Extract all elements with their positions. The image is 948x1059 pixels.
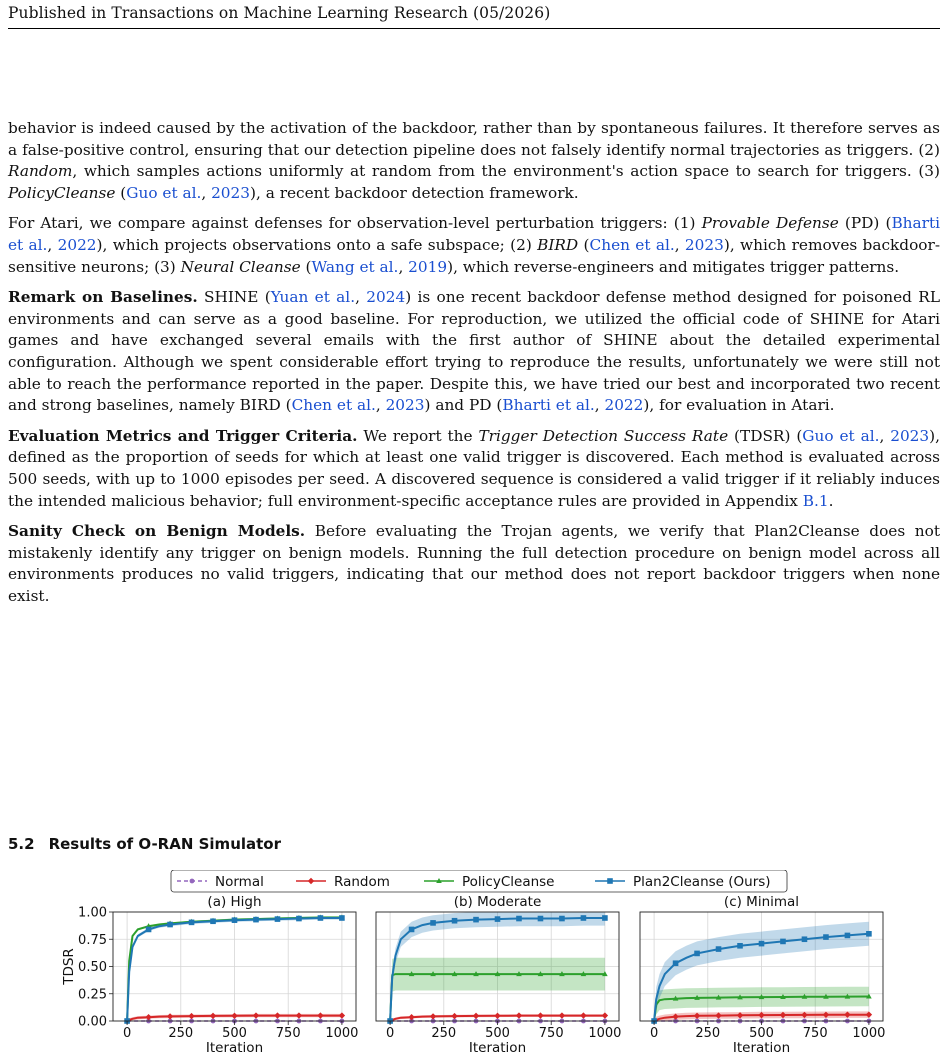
data-point [559, 916, 565, 922]
x-tick-label: 750 [275, 1026, 301, 1041]
paragraph-baselines-oran [8, 118, 940, 204]
data-point [167, 1013, 173, 1019]
data-point [339, 915, 345, 921]
legend-label: PolicyCleanse [462, 874, 555, 890]
section-heading [8, 835, 281, 853]
data-point [231, 1013, 237, 1019]
text-run: , [201, 183, 212, 202]
panel-title: (b) Moderate [453, 894, 542, 910]
data-point [602, 915, 608, 921]
paragraph-sanity-check [8, 521, 940, 607]
run-in-heading: Sanity Check on Benign Models. [8, 522, 306, 541]
text-run: , which samples actions uniformly at random from the environment's action space to search for triggers. (3) [72, 162, 940, 181]
data-point [274, 1012, 280, 1018]
data-point [845, 933, 851, 939]
text-run: We report the [357, 426, 479, 445]
data-point [673, 960, 679, 966]
data-point [780, 939, 786, 945]
y-axis-label: TDSR [61, 948, 77, 985]
text-run: , [355, 288, 367, 307]
data-point [339, 1012, 345, 1018]
running-header: Published in Transactions on Machine Learning Research (05/2026) [8, 4, 940, 29]
data-point [189, 920, 195, 926]
emphasis-text: PolicyCleanse [8, 183, 116, 202]
data-point [759, 941, 765, 947]
text-run: ) and PD ( [424, 396, 503, 415]
y-tick-label: 0.75 [78, 932, 107, 948]
data-point [559, 1012, 565, 1018]
citation-link[interactable]: 2023 [211, 183, 251, 202]
text-run: ( [300, 257, 312, 276]
emphasis-text: Neural Cleanse [180, 257, 301, 276]
run-in-heading: Evaluation Metrics and Trigger Criteria. [8, 426, 358, 445]
text-run: , [594, 396, 605, 415]
citation-link[interactable]: 2023 [684, 235, 724, 254]
data-point [495, 916, 501, 922]
x-tick-label: 250 [168, 1026, 194, 1041]
paragraph-evaluation-metrics [8, 426, 940, 512]
text-run: . [828, 491, 834, 510]
data-point [253, 1012, 259, 1018]
legend-label: Normal [215, 874, 264, 890]
body-text [8, 118, 940, 616]
text-run: , [879, 426, 891, 445]
x-tick-label: 0 [122, 1026, 132, 1041]
paragraph-baselines-atari [8, 213, 940, 278]
data-point [538, 916, 544, 922]
citation-link[interactable]: Guo et al. [126, 183, 202, 202]
legend-label: Plan2Cleanse (Ours) [633, 874, 771, 890]
data-point [145, 1014, 151, 1020]
data-point [296, 1012, 302, 1018]
data-point [146, 927, 152, 933]
citation-link[interactable]: Bharti et al. [502, 396, 595, 415]
y-tick-label: 0.25 [78, 987, 107, 1003]
text-run: (PD) ( [838, 214, 892, 233]
data-point [253, 917, 259, 923]
x-tick-label: 500 [485, 1026, 510, 1041]
citation-link[interactable]: Chen et al. [589, 235, 675, 254]
x-tick-label: 1000 [852, 1026, 886, 1041]
panel-1 [61, 894, 358, 1056]
citation-link[interactable]: 2023 [385, 396, 425, 415]
text-run: behavior is indeed caused by the activation of the backdoor, rather than by spontaneous failures. It therefore serves as a false-positive control, ensuring that our detection pipeline does not falsely identify normal trajectories as triggers. (2) [8, 119, 940, 159]
citation-link[interactable]: 2024 [366, 288, 406, 307]
data-point [537, 1012, 543, 1018]
data-point [167, 922, 173, 928]
data-point [451, 1013, 457, 1019]
data-point [296, 916, 302, 922]
data-point [823, 934, 829, 940]
data-point [210, 1013, 216, 1019]
x-tick-label: 250 [695, 1026, 721, 1041]
panel-title: (a) High [207, 894, 262, 910]
data-point [408, 1014, 414, 1020]
text-run: , [375, 396, 386, 415]
text-run: ( [115, 183, 127, 202]
data-point [190, 879, 195, 884]
data-point [473, 917, 479, 923]
text-run: ) is one recent backdoor defense method designed for poisoned RL environments and can serve as a good baseline. For reproduction, we utilized the official code of SHINE for Atari games and have exchanged several emails with the first author of SHINE about the detailed experimental configuration. Although we spent considerable effort trying to reproduce the results, unfortunately we were still not able to reach the performance reported in the paper. Despite this, we have tried our best and incorporated two recent and strong baselines, namely BIRD ( [8, 288, 940, 415]
text-run: ), which projects observations onto a safe subspace; (2) [96, 235, 538, 254]
data-point [607, 878, 613, 884]
data-point [516, 916, 522, 922]
emphasis-text: Trigger Detection Success Rate [478, 426, 729, 445]
x-tick-label: 1000 [588, 1026, 622, 1041]
section-title: Results of O-RAN Simulator [48, 835, 282, 853]
emphasis-text: BIRD [537, 235, 579, 254]
panel-title: (c) Minimal [723, 894, 800, 910]
section-number: 5.2 [8, 835, 35, 853]
text-run: ), for evaluation in Atari. [643, 396, 835, 415]
text-run: SHINE ( [197, 288, 271, 307]
text-run: Before evaluating the Trojan agents, we verify that Plan2Cleanse does not mistakenly identify any trigger on benign models. Running the full detection procedure on benign model across all environments produces no valid triggers, indicating that our method does not report backdoor triggers when none exist. [8, 522, 941, 605]
data-point [581, 915, 587, 921]
text-run: For Atari, we compare against defenses for observation-level perturbation triggers: (1) [8, 214, 702, 233]
data-point [188, 1013, 194, 1019]
paragraph-remark-on-baselines [8, 287, 940, 417]
data-point [452, 918, 458, 924]
text-run: , [47, 235, 58, 254]
data-point [602, 1012, 608, 1018]
y-tick-label: 0.00 [78, 1014, 107, 1030]
data-point [210, 918, 216, 924]
data-point [694, 951, 700, 957]
data-point [473, 1013, 479, 1019]
data-point [494, 1013, 500, 1019]
tdsr-figure [0, 870, 948, 1059]
data-point [516, 1012, 522, 1018]
data-point [430, 1013, 436, 1019]
citation-link[interactable]: Yuan et al. [270, 288, 356, 307]
text-run: (TDSR) ( [728, 426, 803, 445]
emphasis-text: Provable Defense [701, 214, 839, 233]
text-run: , [398, 257, 409, 276]
text-run: ), a recent backdoor detection framework. [250, 183, 579, 202]
data-point [802, 936, 808, 942]
y-tick-label: 0.50 [78, 960, 107, 975]
data-point [232, 917, 238, 923]
data-point [318, 915, 324, 921]
text-run: , [674, 235, 685, 254]
citation-link[interactable]: 2023 [890, 426, 930, 445]
data-point [737, 943, 743, 949]
x-tick-label: 0 [385, 1026, 395, 1041]
x-axis-label: Iteration [732, 1040, 791, 1056]
data-point [275, 916, 281, 922]
run-in-heading: Remark on Baselines. [8, 288, 198, 307]
panel-3 [640, 894, 885, 1056]
citation-link[interactable]: Chen et al. [291, 396, 376, 415]
emphasis-text: Random [8, 162, 73, 181]
legend [171, 870, 787, 892]
text-run: ), defined as the proportion of seeds for which at least one valid trigger is discovered. Each method is evaluated across 500 seeds, with up to 1000 episodes per seed. A discovered sequence is considered a valid trigger if it reliably induces the intended malicious behavior; full environment-specific acceptance rules are provided in Appendix [8, 426, 940, 510]
data-point [430, 920, 436, 926]
panel-2 [376, 894, 621, 1056]
x-tick-label: 500 [749, 1026, 774, 1041]
x-axis-label: Iteration [205, 1040, 264, 1056]
legend-label: Random [334, 874, 390, 890]
citation-link[interactable]: Bharti et al. [8, 214, 941, 254]
data-point [317, 1012, 323, 1018]
x-tick-label: 0 [649, 1026, 659, 1041]
x-tick-label: 250 [431, 1026, 457, 1041]
citation-link[interactable]: 2022 [57, 235, 97, 254]
data-point [580, 1012, 586, 1018]
data-point [716, 946, 722, 952]
citation-link[interactable]: B.1 [802, 491, 829, 510]
text-run: ), which removes backdoor-sensitive neurons; (3) [8, 235, 940, 276]
text-run: ( [578, 235, 590, 254]
citation-link[interactable]: 2022 [604, 396, 644, 415]
x-tick-label: 750 [802, 1026, 828, 1041]
x-axis-label: Iteration [468, 1040, 527, 1056]
data-point [409, 927, 415, 933]
x-tick-label: 1000 [325, 1026, 359, 1041]
citation-link[interactable]: 2019 [408, 257, 448, 276]
data-point [866, 931, 872, 937]
x-tick-label: 750 [538, 1026, 564, 1041]
citation-link[interactable]: Guo et al. [802, 426, 880, 445]
y-tick-label: 1.00 [78, 905, 107, 921]
x-tick-label: 500 [222, 1026, 247, 1041]
text-run: ), which reverse-engineers and mitigates trigger patterns. [447, 257, 900, 276]
citation-link[interactable]: Wang et al. [311, 257, 399, 276]
